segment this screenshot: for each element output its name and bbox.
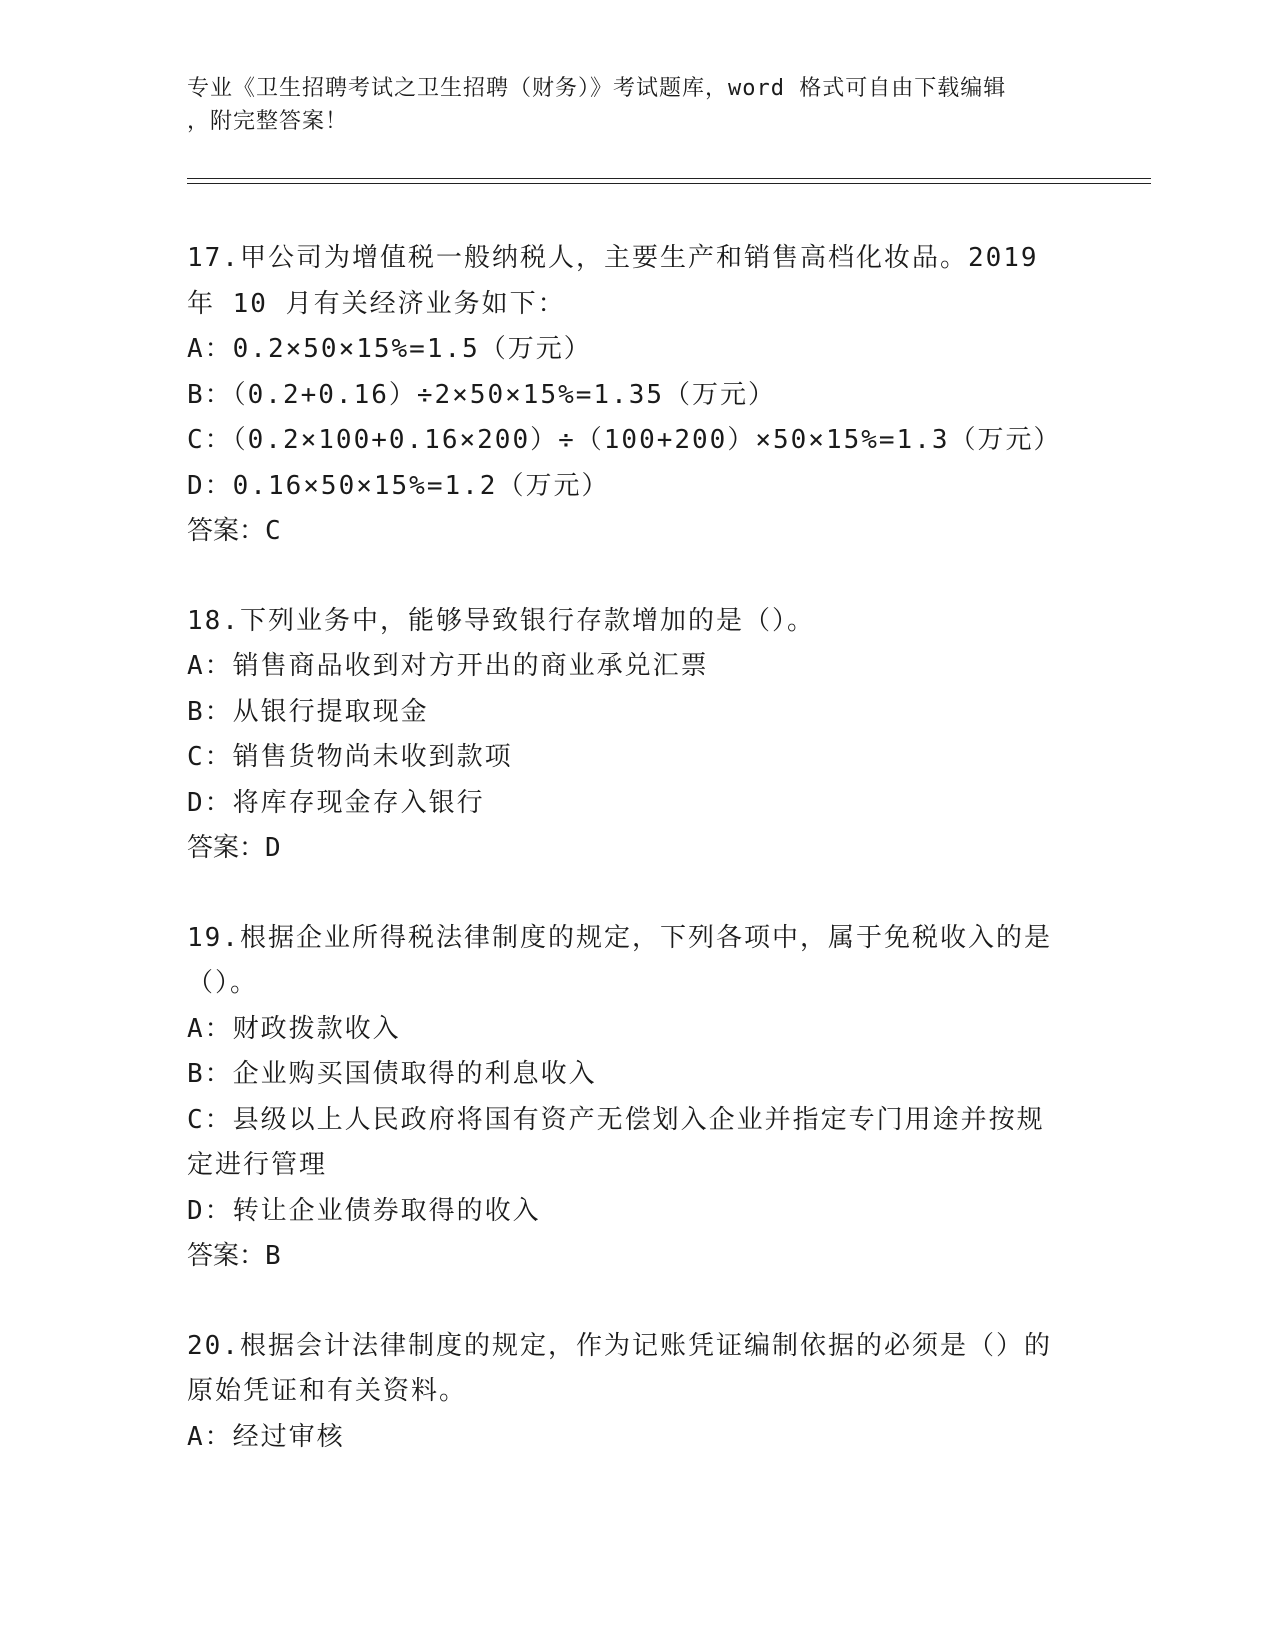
option-b: B：从银行提取现金 <box>187 696 429 727</box>
question-list <box>187 236 1077 1504</box>
document-header <box>187 72 1067 138</box>
option-c: C：县级以上人民政府将国有资产无偿划入企业并指定专门用途并按规 <box>187 1104 1045 1135</box>
option-d: D：转让企业债券取得的收入 <box>187 1195 541 1226</box>
header-line-2: ，附完整答案！ <box>187 109 349 134</box>
option-d: D：将库存现金存入银行 <box>187 787 485 818</box>
option-a: A：销售商品收到对方开出的商业承兑汇票 <box>187 651 709 681</box>
header-divider-bottom <box>187 183 1151 184</box>
question-19 <box>187 916 1077 1280</box>
answer-label: 答案：D <box>187 833 281 863</box>
question-stem-line: 19.根据企业所得税法律制度的规定，下列各项中，属于免税收入的是 <box>187 922 1052 953</box>
option-a: A：经过审核 <box>187 1421 345 1452</box>
option-c-continued: 定进行管理 <box>187 1150 328 1180</box>
option-c: C：销售货物尚未收到款项 <box>187 742 513 772</box>
question-stem-line: 原始凭证和有关资料。 <box>187 1376 468 1406</box>
question-18 <box>187 599 1077 872</box>
answer-label: 答案：C <box>187 516 281 546</box>
option-d: D：0.16×50×15%=1.2（万元） <box>187 470 610 501</box>
option-a: A：0.2×50×15%=1.5（万元） <box>187 334 592 364</box>
option-b: B：企业购买国债取得的利息收入 <box>187 1059 597 1089</box>
header-line-1: 专业《卫生招聘考试之卫生招聘（财务）》考试题库，word 格式可自由下载编辑 <box>187 76 1007 101</box>
question-stem-line: 20.根据会计法律制度的规定，作为记账凭证编制依据的必须是（）的 <box>187 1330 1052 1361</box>
question-stem-line: （）。 <box>187 968 259 998</box>
question-stem-line: 18.下列业务中，能够导致银行存款增加的是（）。 <box>187 605 815 636</box>
option-a: A：财政拨款收入 <box>187 1013 401 1044</box>
question-stem-line: 年 10 月有关经济业务如下： <box>187 288 566 319</box>
option-b: B：（0.2+0.16）÷2×50×15%=1.35（万元） <box>187 379 777 410</box>
header-divider-top <box>187 178 1151 179</box>
question-stem-line: 17.甲公司为增值税一般纳税人，主要生产和销售高档化妆品。2019 <box>187 243 1039 273</box>
question-20 <box>187 1324 1077 1461</box>
answer-label: 答案：B <box>187 1241 281 1271</box>
option-c: C：（0.2×100+0.16×200）÷（100+200）×50×15%=1.3（万元） <box>187 425 1062 455</box>
question-17 <box>187 236 1077 555</box>
